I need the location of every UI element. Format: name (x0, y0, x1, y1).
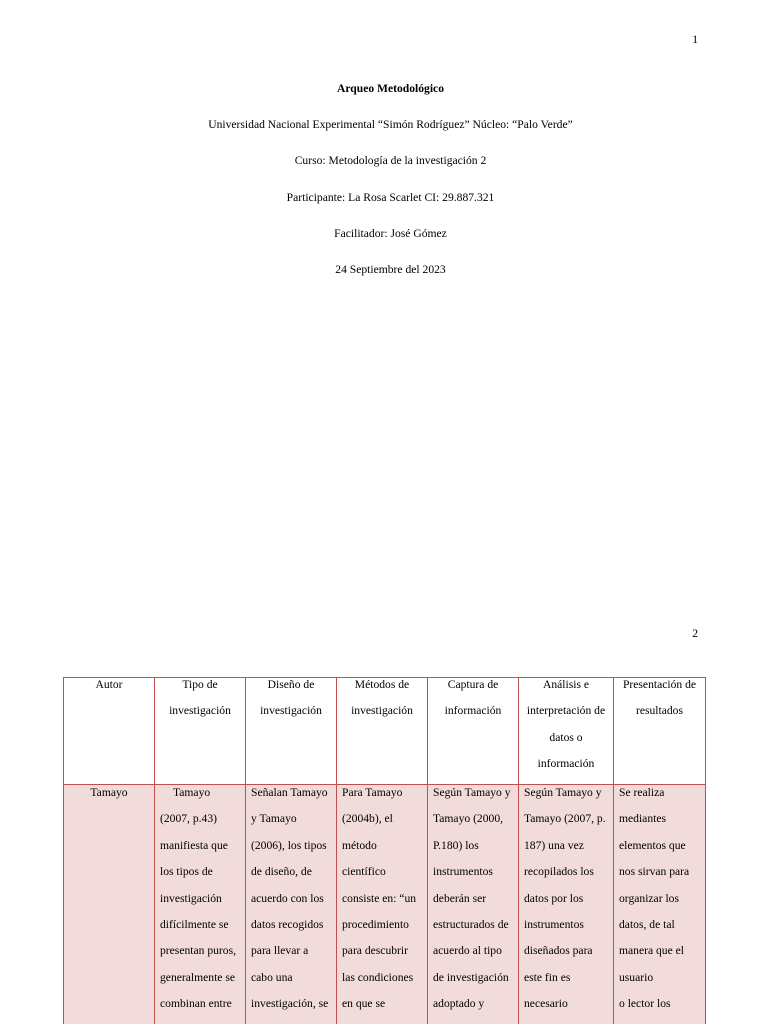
cell-line: organizar los (619, 891, 679, 905)
cell-autor (63, 785, 155, 1024)
header-line: Autor (95, 678, 123, 691)
header-analisis-e-interpretacion (519, 677, 614, 785)
header-metodos-de-investigacion (337, 677, 428, 785)
cell-line: 187) una vez (524, 838, 584, 852)
cell-tipo-de-investigacion (155, 785, 246, 1024)
cell-line: de diseño, de (251, 865, 312, 879)
header-line: datos o (549, 730, 583, 744)
cell-line: Señalan Tamayo (251, 786, 328, 799)
cell-line: presentan puros, (160, 944, 236, 958)
cell-line: recopilados los (524, 865, 594, 879)
cell-line: acuerdo con los (251, 891, 324, 905)
document-title: Arqueo Metodológico (336, 82, 445, 95)
cell-line: y Tamayo (251, 812, 297, 826)
cell-line: (2006), los tipos (251, 838, 327, 852)
header-line: investigación (260, 704, 322, 718)
cell-line: Tamayo (2007, p. (524, 812, 606, 826)
cell-line: investigación, se (251, 997, 329, 1011)
cell-line: método (342, 838, 377, 852)
cell-line: adoptado y (433, 997, 485, 1011)
header-line: Diseño de (267, 678, 315, 691)
cell-line: o lector los (619, 997, 671, 1011)
cell-line: Tamayo (90, 786, 128, 799)
cell-line: manera que el (619, 944, 685, 958)
participant-line: Participante: La Rosa Scarlet CI: 29.887.321 (286, 190, 495, 204)
header-line: información (537, 757, 595, 771)
cell-metodos-de-investigacion (337, 785, 428, 1024)
university-line: Universidad Nacional Experimental “Simón Rodríguez” Núcleo: “Palo Verde” (208, 118, 573, 132)
cell-line: elementos que (619, 838, 686, 852)
cell-line: manifiesta que (160, 838, 228, 852)
cell-line: para llevar a (251, 944, 309, 958)
cell-line: instrumentos (433, 865, 493, 879)
header-autor (63, 677, 155, 785)
header-line: información (444, 704, 502, 718)
cell-presentacion-de-resultados (614, 785, 706, 1024)
header-captura-de-informacion (428, 677, 519, 785)
cell-line: mediantes (619, 812, 667, 826)
header-line: resultados (635, 704, 683, 718)
cell-line: las condiciones (342, 970, 414, 984)
cell-line: cabo una (251, 970, 293, 984)
cell-line: usuario (619, 970, 654, 984)
cell-line: P.180) los (433, 838, 479, 852)
cell-line: para descubrir (342, 944, 408, 958)
cell-line: consiste en: “un (342, 891, 417, 905)
cell-line: de investigación (433, 970, 509, 984)
header-line: Tipo de (182, 678, 218, 691)
page-number: 1 (692, 33, 698, 46)
cell-line: necesario (524, 997, 568, 1011)
cell-line: datos por los (524, 891, 584, 905)
cell-captura-de-informacion (428, 785, 519, 1024)
cell-line: diseñados para (524, 944, 593, 958)
cell-line: datos recogidos (251, 917, 324, 931)
cell-line: acuerdo al tipo (433, 944, 502, 958)
header-tipo-de-investigacion (155, 677, 246, 785)
methodology-table (63, 677, 706, 1024)
cell-diseno-de-investigacion (246, 785, 337, 1024)
header-diseno-de-investigacion (246, 677, 337, 785)
cell-line: los tipos de (160, 865, 213, 879)
header-line: interpretación de (526, 704, 606, 718)
cell-line: Se realiza (619, 786, 665, 799)
cell-line: científico (342, 865, 386, 879)
cell-line: Tamayo (2000, (433, 812, 504, 826)
cell-line: investigación (160, 891, 222, 905)
header-line: Presentación de (622, 678, 697, 691)
cell-line: combinan entre (160, 997, 232, 1011)
header-presentacion-de-resultados (614, 677, 706, 785)
cell-line: difícilmente se (160, 917, 229, 931)
cell-line: instrumentos (524, 917, 584, 931)
page-number: 2 (692, 627, 698, 640)
cell-line: Para Tamayo (342, 786, 403, 799)
facilitator-line: Facilitador: José Gómez (334, 226, 447, 240)
cell-line: este fin es (524, 970, 571, 984)
cell-line: deberán ser (433, 891, 487, 905)
header-line: investigación (169, 704, 231, 718)
cell-line: Según Tamayo y (524, 786, 602, 799)
cell-analisis-e-interpretacion (519, 785, 614, 1024)
header-line: Captura de (447, 678, 499, 691)
course-line: Curso: Metodología de la investigación 2 (294, 154, 487, 168)
cell-line: Tamayo (173, 786, 211, 799)
cell-line: procedimiento (342, 917, 409, 931)
cell-line: Según Tamayo y (433, 786, 511, 799)
date-line: 24 Septiembre del 2023 (335, 262, 446, 276)
header-line: investigación (351, 704, 413, 718)
cover-page (63, 71, 718, 288)
header-line: Análisis e (542, 678, 590, 691)
cell-line: (2007, p.43) (160, 812, 217, 826)
cell-line: estructurados de (433, 917, 509, 931)
cell-line: nos sirvan para (619, 865, 690, 879)
cell-line: (2004b), el (342, 812, 393, 826)
cell-line: en que se (342, 997, 386, 1011)
cell-line: datos, de tal (619, 917, 675, 931)
cell-line: generalmente se (160, 970, 235, 984)
header-line: Métodos de (354, 678, 410, 691)
